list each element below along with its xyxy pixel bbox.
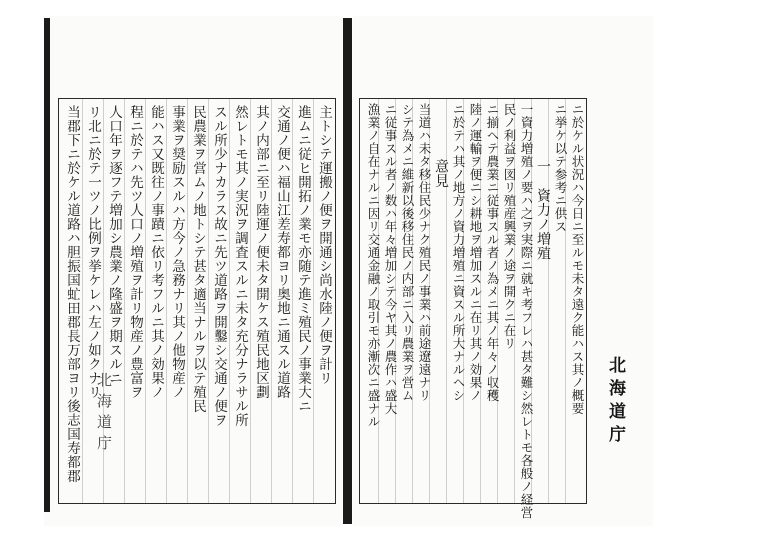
left-column-13: 当郡下ニ於ケル道路ハ胆振国虻田郡長万部ヨリ後志国寿都郡 bbox=[64, 105, 80, 483]
right-margin-title: 北海道庁 bbox=[605, 356, 625, 448]
left-column-11: 人口年ヲ逐フテ増加シ農業ノ隆盛ヲ期スルニ bbox=[106, 105, 122, 385]
right-column-6: ニ揃ヘテ農業ニ従事スル者ノ為メニ其ノ年々ノ収穫 bbox=[485, 103, 500, 402]
right-text-frame bbox=[359, 98, 587, 519]
right-column-7: 陸ノ運輸ヲ便ニシ耕地ヲ増加スルニ在リ其ノ効果ノ bbox=[468, 103, 483, 402]
left-column-4: 其ノ内部ニ至リ陸運ノ便未タ開ケス殖民地区劃 bbox=[253, 105, 269, 399]
right-column-4: 一資力増殖ノ要ハ之ヲ実際ニ就キ考フレハ甚タ難シ然レトモ各般ノ経営 bbox=[519, 103, 534, 519]
left-margin-title: 北海道庁 bbox=[95, 372, 113, 456]
left-column-5: 然レトモ其ノ実況ヲ調査スルニ未タ充分ナラサル所 bbox=[232, 105, 248, 427]
left-column-1: 主トシテ運搬ノ便ヲ開通シ尚水陸ノ便ヲ計リ bbox=[316, 105, 332, 385]
right-column-1: ニ於ケル状況ハ今日ニ至ルモ未タ遠ク能ハス其ノ概要 bbox=[570, 103, 585, 415]
right-column-12: ニ従事スル者ノ数ハ年々増加シテ今ヤ其ノ農作ハ盛大 bbox=[383, 103, 398, 415]
left-column-3: 交通ノ便ハ福山江差寿都ヨリ奥地ニ通スル道路 bbox=[274, 105, 290, 399]
right-column-3-heading: 一 資力ノ増殖 bbox=[535, 159, 551, 261]
left-binding-edge bbox=[44, 18, 50, 512]
left-column-2: 進ムニ従ヒ開拓ノ業モ亦随テ進ミ殖民ノ事業大ニ bbox=[295, 105, 311, 413]
left-column-7: 民農業ヲ営ムノ地トシテ甚タ適当ナルヲ以テ殖民 bbox=[190, 105, 206, 413]
left-column-10: 程ニ於テハ先ツ人口ノ増殖ヲ計リ物産ノ豊富ヲ bbox=[127, 105, 143, 399]
left-column-6: スル所少ナカラス故ニ先ツ道路ヲ開鑿シ交通ノ便ヲ bbox=[211, 105, 227, 427]
right-column-9-heading: 意見 bbox=[433, 159, 449, 188]
center-gutter bbox=[343, 18, 352, 524]
right-column-8: ニ於テハ其ノ地方ノ資力増殖ニ資スル所大ナルヘシ bbox=[451, 103, 466, 402]
left-page bbox=[44, 16, 342, 526]
right-column-5: 民ノ利益ヲ図リ殖産興業ノ途ヲ開クニ在リ bbox=[502, 103, 517, 350]
right-column-13: 漁業ノ自在ナルニ因リ交通金融ノ取引モ亦漸次ニ盛ナル bbox=[366, 103, 381, 428]
left-column-12: リ北ニ於テ一ツノ比例ヲ挙ケレハ左ノ如クナリ bbox=[85, 105, 101, 399]
right-column-11: シテ為メニ維新以後移住民ノ内部ニ入リ農業ヲ営ム bbox=[400, 103, 415, 402]
left-column-8: 事業ヲ奨励スルハ方今ノ急務ナリ其ノ他物産ノ bbox=[169, 105, 185, 399]
right-column-10: 当道ハ未タ移住民少ナク殖民ノ事業ハ前途遼遠ナリ bbox=[417, 103, 432, 402]
right-page bbox=[353, 16, 653, 526]
right-column-2: ニ挙ケ以テ参考ニ供ス bbox=[553, 103, 568, 233]
left-column-9: 能ハス又既往ノ事蹟ニ依リ考フルニ其ノ効果ノ bbox=[148, 105, 164, 399]
